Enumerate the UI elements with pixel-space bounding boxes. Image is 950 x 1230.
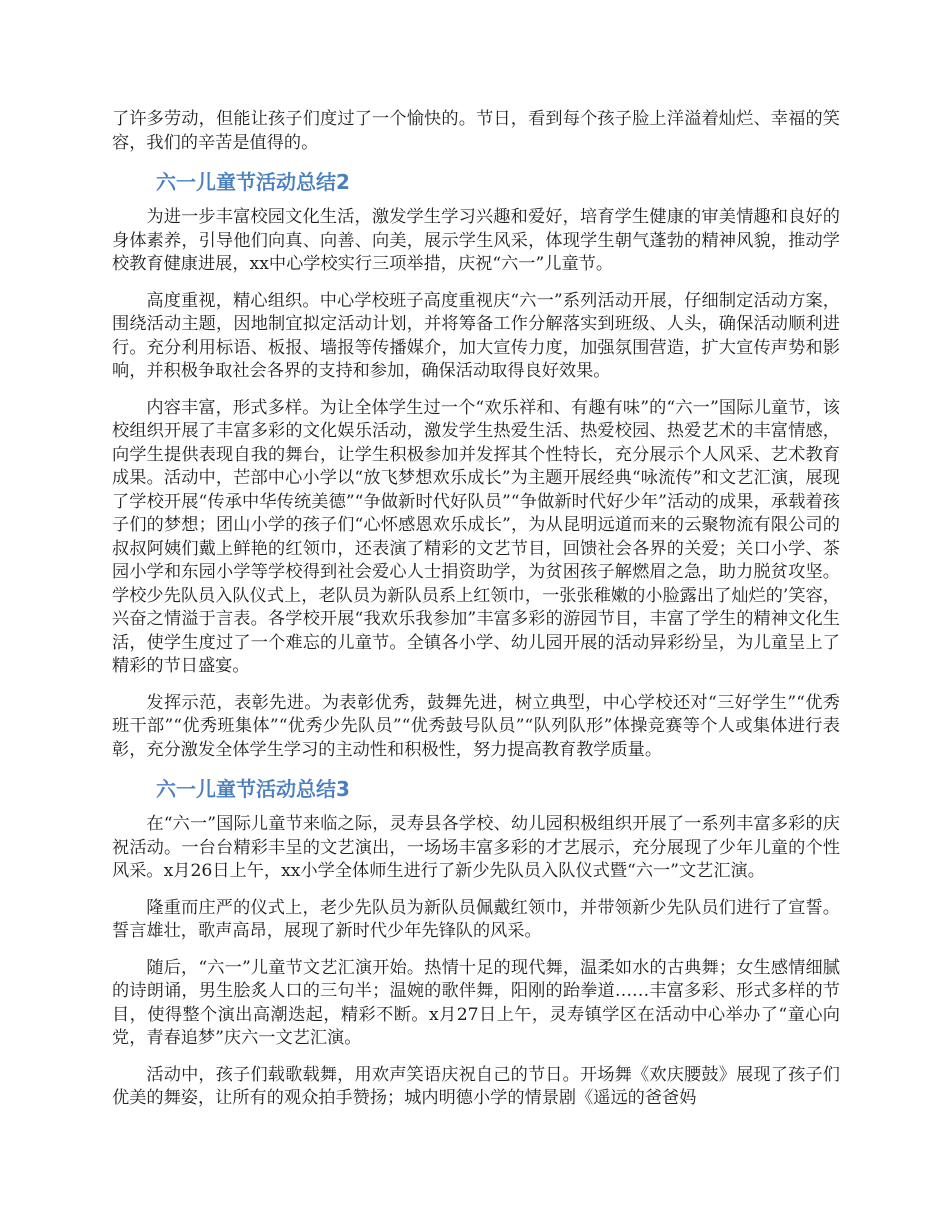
section-2-paragraph-4: 发挥示范，表彰先进。为表彰优秀，鼓舞先进，树立典型，中心学校还对“三好学生”“优秀班干部”“优秀班集体”“优秀少先队员”“优秀鼓号队员”“队列队形”体操竞赛等个人或集体进行表彰，充分激发全体学生学习的主动性和积极性，努力提高教育教学质量。 bbox=[112, 692, 840, 760]
section-2-paragraph-3: 内容丰富，形式多样。为让全体学生过一个“欢乐祥和、有趣有味”的“六一”国际儿童节，该校组织开展了丰富多彩的文化娱乐活动，激发学生热爱生活、热爱校园、热爱艺术的丰富情感，向学生提供表现自我的舞台，让学生积极参加并发挥其个性特长，充分展示个人风采、艺术教育成果。活动中，芒部中心小学以“放飞梦想欢乐成长”为主题开展经典“咏流传”和文艺汇演，展现了学校开展“传承中华传统美德”“争做新时代好队员”“争做新时代好少年”活动的成果，承载着孩子们的梦想；团山小学的孩子们“心怀感恩欢乐成长”，为从昆明远道而来的云聚物流有限公司的叔叔阿姨们戴上鲜艳的红领巾，还表演了精彩的文艺节目，回馈社会各界的关爱；关口小学、茶园小学和东园小学等学校得到社会爱心人士捐资助学，为贫困孩子解燃眉之急，助力脱贫攻坚。学校少先队员入队仪式上，老队员为新队员系上红领巾，一张张稚嫩的小脸露出了灿烂的’笑容，兴奋之情溢于言表。各学校开展“我欢乐我参加”丰富多彩的游园节目，丰富了学生的精神文化生活，使学生度过了一个难忘的儿童节。全镇各小学、幼儿园开展的活动异彩纷呈，为儿童呈上了精彩的节日盛宴。 bbox=[112, 397, 840, 676]
document-body bbox=[112, 108, 840, 1124]
section-3-paragraph-2: 隆重而庄严的仪式上，老少先队员为新队员佩戴红领巾，并带领新少先队员们进行了宣誓。誓言雄壮，歌声高昂，展现了新时代少年先锋队的风采。 bbox=[112, 897, 840, 941]
section-2-heading: 六一儿童节活动总结2 bbox=[156, 170, 350, 194]
section-2-paragraph-2: 高度重视，精心组织。中心学校班子高度重视庆“六一”系列活动开展，仔细制定活动方案，围绕活动主题，因地制宜拟定活动计划，并将筹备工作分解落实到班级、人头，确保活动顺利进行。充分利用标语、板报、墙报等传播媒介，加大宣传力度，加强氛围营造，扩大宣传声势和影响，并积极争取社会各界的支持和参加，确保活动取得良好效果。 bbox=[112, 290, 840, 381]
intro-paragraph: 了许多劳动，但能让孩子们度过了一个愉快的。节日，看到每个孩子脸上洋溢着灿烂、幸福的笑容，我们的辛苦是值得的。 bbox=[112, 109, 840, 153]
section-3-paragraph-1: 在“六一”国际儿童节来临之际，灵寿县各学校、幼儿园积极组织开展了一系列丰富多彩的庆祝活动。一台台精彩丰呈的文艺演出，一场场丰富多彩的才艺展示，充分展现了少年儿童的个性风采。x月26日上午，xx小学全体师生进行了新少先队员入队仪式暨“六一”文艺汇演。 bbox=[112, 814, 840, 881]
section-3-heading: 六一儿童节活动总结3 bbox=[156, 777, 350, 801]
section-3-paragraph-3: 随后，“六一”儿童节文艺汇演开始。热情十足的现代舞，温柔如水的古典舞；女生感情细腻的诗朗诵，男生脍炙人口的三句半；温婉的歌伴舞，阳刚的跆拳道……丰富多彩、形式多样的节目，使得整个演出高潮迭起，精彩不断。x月27日上午，灵寿镇学区在活动中心举办了“童心向党，青春追梦”庆六一文艺汇演。 bbox=[112, 957, 840, 1048]
section-2-paragraph-1: 为进一步丰富校园文化生活，激发学生学习兴趣和爱好，培育学生健康的审美情趣和良好的身体素养，引导他们向真、向善、向美，展示学生风采，体现学生朝气蓬勃的精神风貌，推动学校教育健康进展，xx中心学校实行三项举措，庆祝“六一”儿童节。 bbox=[112, 207, 840, 274]
section-3-paragraph-4: 活动中，孩子们载歌载舞，用欢声笑语庆祝自己的节日。开场舞《欢庆腰鼓》展现了孩子们优美的舞姿，让所有的观众拍手赞扬；城内明德小学的情景剧《遥远的爸爸妈 bbox=[112, 1064, 840, 1108]
